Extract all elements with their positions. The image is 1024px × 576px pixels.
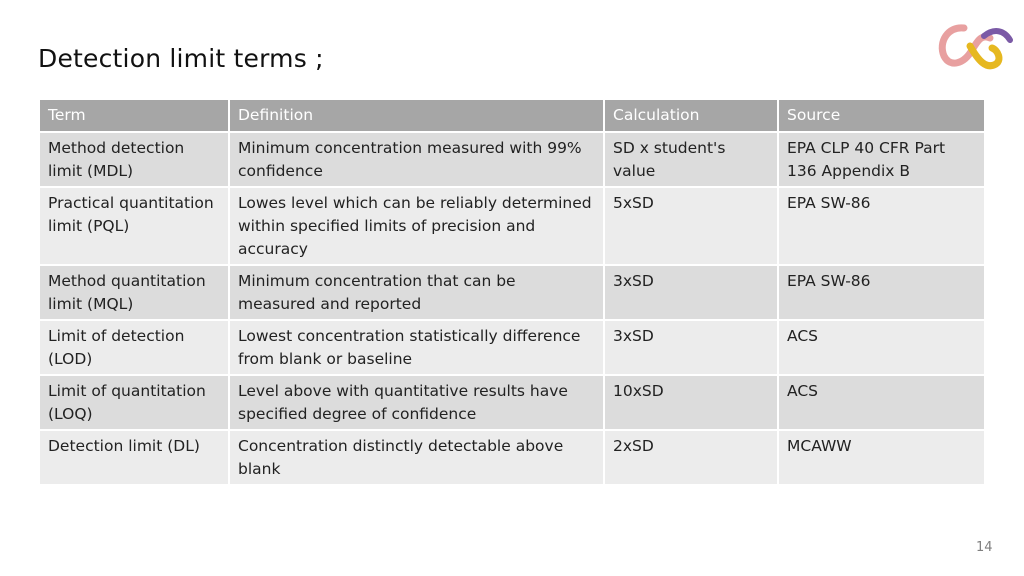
cell-calculation: 5xSD <box>604 187 778 265</box>
cell-calculation: 2xSD <box>604 430 778 484</box>
cell-calculation: 10xSD <box>604 375 778 430</box>
cell-term: Detection limit (DL) <box>40 430 229 484</box>
cell-term: Method detection limit (MDL) <box>40 132 229 187</box>
cell-source: EPA CLP 40 CFR Part 136 Appendix B <box>778 132 984 187</box>
detection-limit-table <box>40 100 984 484</box>
cell-calculation: 3xSD <box>604 320 778 375</box>
cell-source: EPA SW-86 <box>778 265 984 320</box>
header-calculation: Calculation <box>604 100 778 132</box>
cell-definition: Lowest concentration statistically difference from blank or baseline <box>229 320 604 375</box>
table-row <box>40 430 984 484</box>
table-header-row <box>40 100 984 132</box>
cell-source: ACS <box>778 320 984 375</box>
table-row <box>40 320 984 375</box>
cell-term: Limit of quantitation (LOQ) <box>40 375 229 430</box>
cell-term: Practical quantitation limit (PQL) <box>40 187 229 265</box>
alpha-wave-logo-icon <box>934 20 1014 74</box>
cell-definition: Minimum concentration measured with 99% confidence <box>229 132 604 187</box>
table-row <box>40 132 984 187</box>
header-source: Source <box>778 100 984 132</box>
cell-source: ACS <box>778 375 984 430</box>
cell-definition: Concentration distinctly detectable above blank <box>229 430 604 484</box>
cell-source: MCAWW <box>778 430 984 484</box>
slide-title: Detection limit terms ; <box>38 44 324 73</box>
cell-calculation: 3xSD <box>604 265 778 320</box>
cell-term: Method quantitation limit (MQL) <box>40 265 229 320</box>
cell-definition: Level above with quantitative results have specified degree of confidence <box>229 375 604 430</box>
table-row <box>40 265 984 320</box>
page-number: 14 <box>976 540 993 555</box>
cell-definition: Lowes level which can be reliably determined within specified limits of precision and accuracy <box>229 187 604 265</box>
cell-source: EPA SW-86 <box>778 187 984 265</box>
table-row <box>40 375 984 430</box>
header-term: Term <box>40 100 229 132</box>
cell-calculation: SD x student's value <box>604 132 778 187</box>
cell-term: Limit of detection (LOD) <box>40 320 229 375</box>
cell-definition: Minimum concentration that can be measured and reported <box>229 265 604 320</box>
table-row <box>40 187 984 265</box>
header-definition: Definition <box>229 100 604 132</box>
